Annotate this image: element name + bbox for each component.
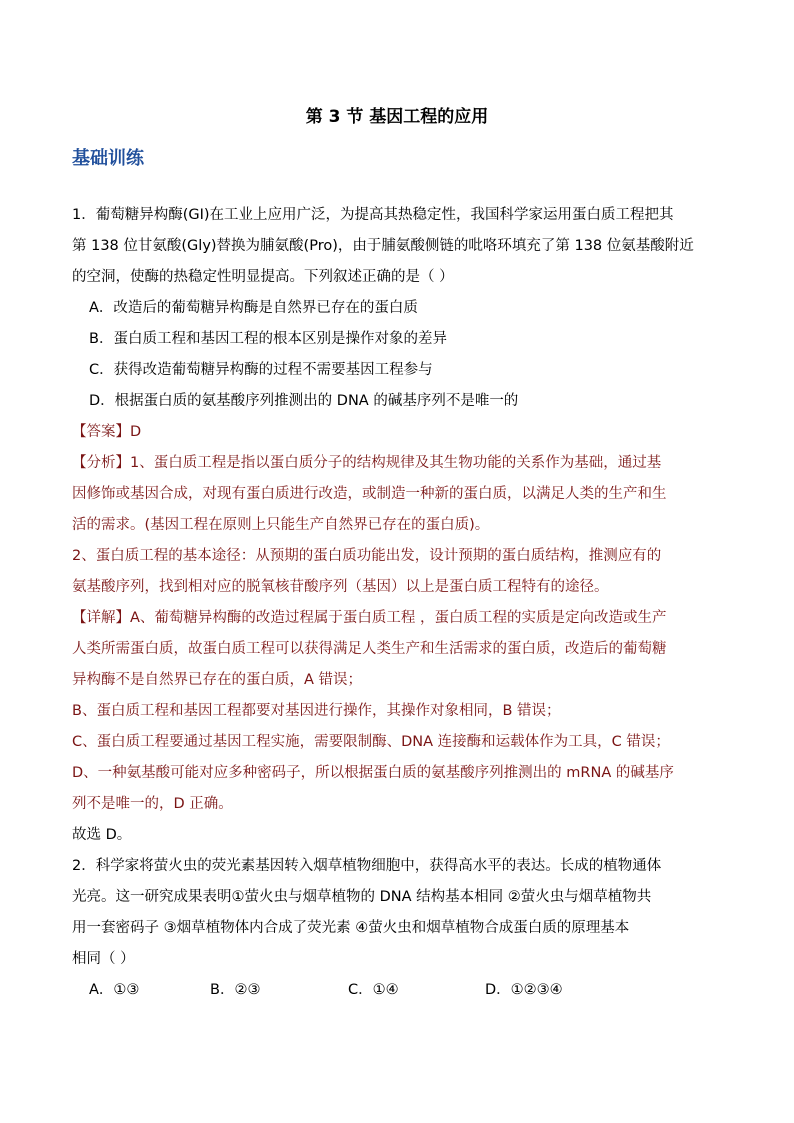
question-2-stem-line: 2．科学家将萤火虫的荧光素基因转入烟草植物细胞中，获得高水平的表达。长成的植物通体 [72,858,662,874]
choice-a: A．①③ [89,982,140,998]
question-2-choices [72,975,722,1006]
choice-b: B．②③ [210,982,261,998]
analysis-line: 氨基酸序列，找到相对应的脱氧核苷酸序列（基因）以上是蛋白质工程特有的途径。 [72,579,609,595]
answer-line: 【答案】D [72,424,142,440]
section-heading: 基础训练 [72,148,144,169]
choice-d: D．①②③④ [485,982,563,998]
detail-line: B、蛋白质工程和基因工程都要对基因进行操作，其操作对象相同，B 错误； [72,703,561,719]
detail-line: 人类所需蛋白质，故蛋白质工程可以获得满足人类生产和生活需求的蛋白质，改造后的葡萄糖 [72,641,667,657]
question-2-stem-line: 光亮。这一研究成果表明①萤火虫与烟草植物的 DNA 结构基本相同 ②萤火虫与烟草植物共 [72,889,652,905]
analysis-line: 2、蛋白质工程的基本途径：从预期的蛋白质功能出发，设计预期的蛋白质结构，推测应有的 [72,548,662,564]
question-1-stem-line: 第 138 位甘氨酸(Gly)替换为脯氨酸(Pro)，由于脯氨酸侧链的吡咯环填充了第 138 位氨基酸附近 [72,238,694,254]
page-title: 第 3 节 基因工程的应用 [305,107,489,127]
question-1-option-b: B．蛋白质工程和基因工程的根本区别是操作对象的差异 [89,331,447,347]
question-1-stem-line: 的空洞，使酶的热稳定性明显提高。下列叙述正确的是（ ） [72,269,454,285]
question-1-option-c: C．获得改造葡萄糖异构酶的过程不需要基因工程参与 [89,362,433,378]
conclusion-line: 故选 D。 [72,827,132,843]
question-1-option-d: D．根据蛋白质的氨基酸序列推测出的 DNA 的碱基序列不是唯一的 [89,393,519,409]
question-2 [72,851,722,1006]
detail-line: 列不是唯一的，D 正确。 [72,796,233,812]
analysis-line: 【分析】1、蛋白质工程是指以蛋白质分子的结构规律及其生物功能的关系作为基础，通过基 [72,455,662,471]
question-1-option-a: A．改造后的葡萄糖异构酶是自然界已存在的蛋白质 [89,300,418,316]
question-1-stem-line: 1．葡萄糖异构酶(GI)在工业上应用广泛，为提高其热稳定性，我国科学家运用蛋白质工程把其 [72,207,674,223]
detail-line: 异构酶不是自然界已存在的蛋白质，A 错误； [72,672,363,688]
question-1 [72,200,722,851]
question-2-stem-line: 用一套密码子 ③烟草植物体内合成了荧光素 ④萤火虫和烟草植物合成蛋白质的原理基本 [72,920,630,936]
detail-line: C、蛋白质工程要通过基因工程实施，需要限制酶、DNA 连接酶和运载体作为工具，C 错误； [72,734,670,750]
question-2-stem-line: 相同（ ） [72,951,135,967]
detail-line: D、一种氨基酸可能对应多种密码子，所以根据蛋白质的氨基酸序列推测出的 mRNA 的碱基序 [72,765,674,781]
document-body [72,200,722,1006]
detail-line: 【详解】A、葡萄糖异构酶的改造过程属于蛋白质工程 ，蛋白质工程的实质是定向改造或生产 [72,610,667,626]
choice-c: C．①④ [348,982,399,998]
analysis-line: 活的需求。(基因工程在原则上只能生产自然界已存在的蛋白质)。 [72,517,490,533]
analysis-line: 因修饰或基因合成，对现有蛋白质进行改造，或制造一种新的蛋白质，以满足人类的生产和生 [72,486,667,502]
